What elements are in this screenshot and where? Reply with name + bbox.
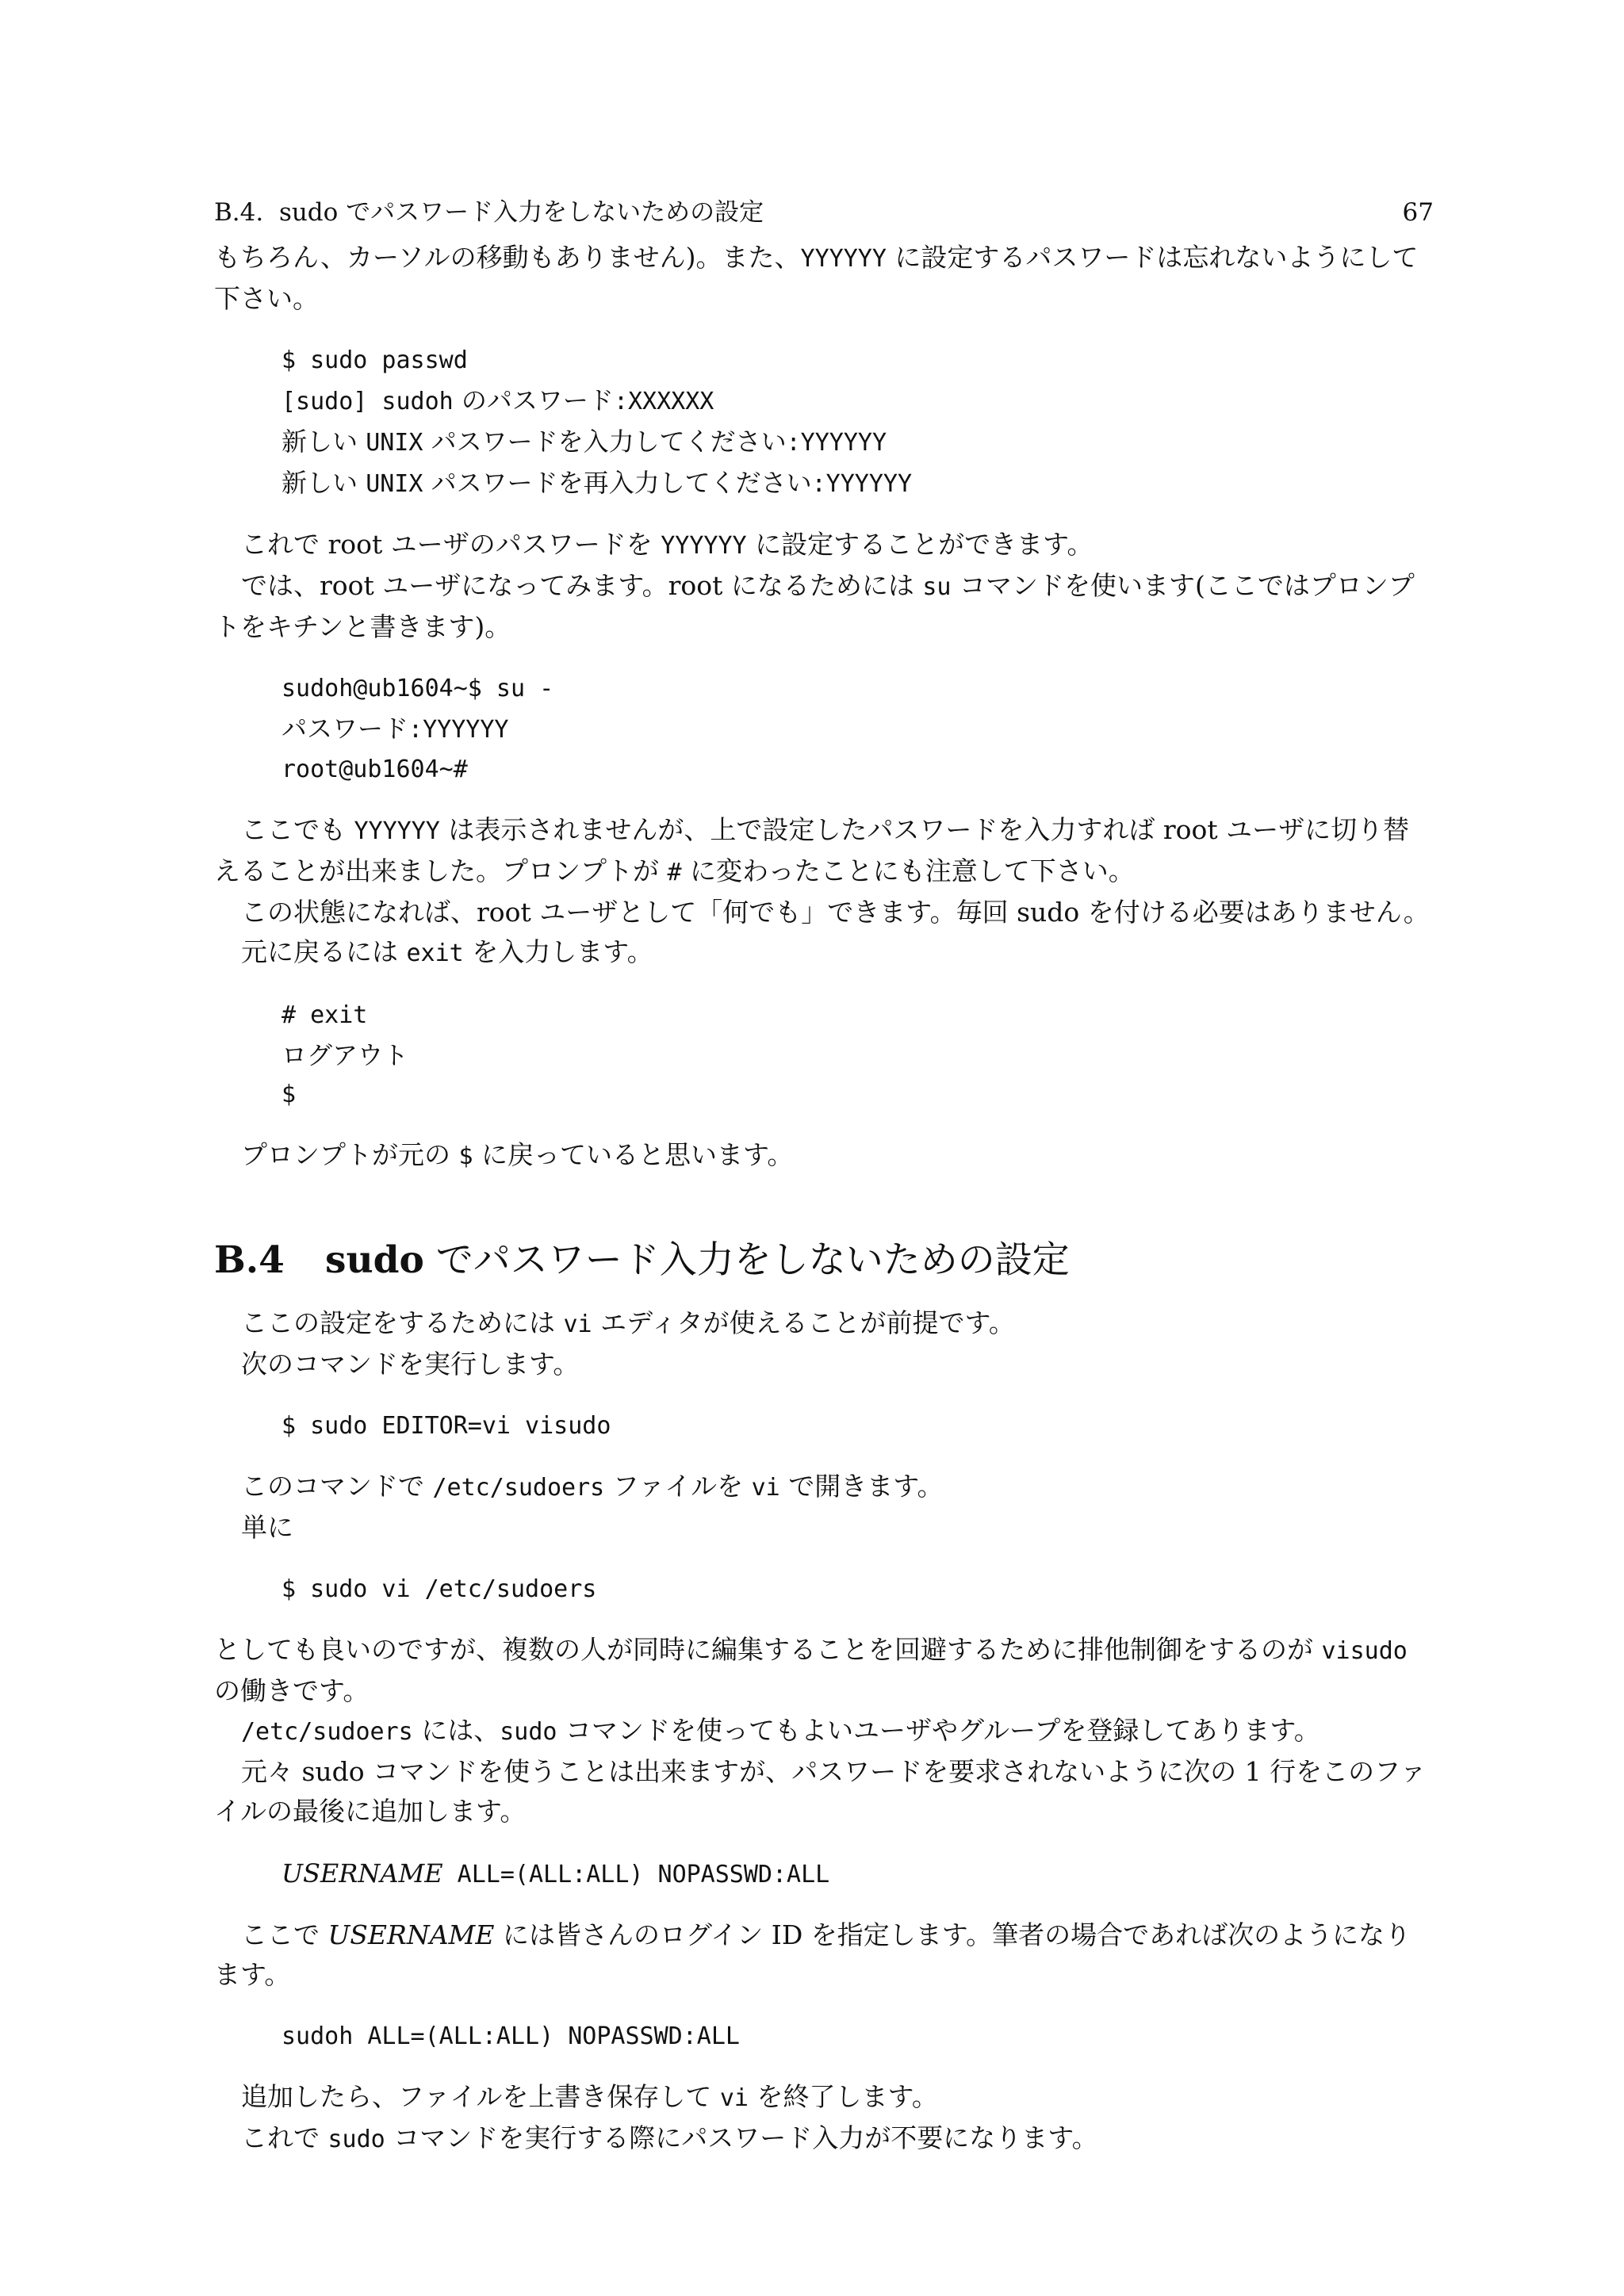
- paragraph: /etc/sudoers には、sudo コマンドを使ってもよいユーザやグループを登録してあります。: [241, 1715, 1320, 1746]
- code-line: $ sudo vi /etc/sudoers: [282, 1575, 597, 1603]
- paragraph: 単に: [241, 1512, 293, 1543]
- page-number: 67: [1402, 198, 1434, 227]
- paragraph: としても良いのですが、複数の人が同時に編集することを回避するために排他制御をするのが visudo の働きです。: [214, 1634, 1408, 1706]
- paragraph: では、root ユーザになってみます。root になるためには su コマンドを使います(ここではプロンプトをキチンと書きます)。: [214, 570, 1415, 642]
- code-line: sudoh ALL=(ALL:ALL) NOPASSWD:ALL: [282, 2022, 740, 2050]
- paragraph: これで root ユーザのパスワードを YYYYYY に設定することができます。: [241, 529, 1094, 560]
- code-block-exit: [282, 996, 1434, 1115]
- code-block-vi-sudoers: [282, 1570, 1434, 1609]
- code-block-su: [282, 669, 1434, 790]
- paragraph: 次のコマンドを実行します。: [241, 1349, 580, 1380]
- paragraph: ここでも YYYYYY は表示されませんが、上で設定したパスワードを入力すれば root ユーザに切り替えることが出来ました。プロンプトが # に変わったことにも注意して下さい。: [214, 814, 1410, 886]
- paragraph: ここで USERNAME には皆さんのログイン ID を指定します。筆者の場合であれば次のようになります。: [214, 1919, 1411, 1990]
- section-title: sudo でパスワード入力をしないための設定: [325, 1238, 1070, 1282]
- header-title: [214, 197, 764, 228]
- code-line: 新しい UNIX パスワードを再入力してください:YYYYYY: [282, 468, 913, 498]
- paragraph: 追加したら、ファイルを上書き保存して vi を終了します。: [241, 2081, 938, 2112]
- paragraph: もちろん、カーソルの移動もありません)。また、YYYYYY に設定するパスワードは忘れないようにして下さい。: [214, 242, 1419, 314]
- page-body: [214, 238, 1434, 2160]
- paragraph: ここの設定をするためには vi エディタが使えることが前提です。: [241, 1307, 1015, 1338]
- code-block-visudo: [282, 1406, 1434, 1446]
- code-block-sudoers-template: [282, 1854, 1434, 1895]
- code-line: sudoh@ub1604~$ su -: [282, 675, 554, 702]
- paragraph: これで sudo コマンドを実行する際にパスワード入力が不要になります。: [241, 2122, 1098, 2153]
- code-line: root@ub1604~#: [282, 756, 468, 783]
- code-line: [sudo] sudoh のパスワード:XXXXXX: [282, 385, 714, 415]
- code-line: ログアウト: [282, 1040, 409, 1070]
- code-line: 新しい UNIX パスワードを入力してください:YYYYYY: [282, 427, 887, 457]
- code-block-sudoers-example: [282, 2017, 1434, 2057]
- paragraph: このコマンドで /etc/sudoers ファイルを vi で開きます。: [241, 1471, 944, 1502]
- code-line: $ sudo passwd: [282, 346, 468, 374]
- code-line: $ sudo EDITOR=vi visudo: [282, 1412, 611, 1440]
- paragraph: 元々 sudo コマンドを使うことは出来ますが、パスワードを要求されないように次の 1 行をこのファイルの最後に追加します。: [214, 1756, 1427, 1827]
- code-line: $: [282, 1081, 297, 1108]
- code-line: # exit: [282, 1001, 368, 1029]
- section-number: B.4: [214, 1238, 285, 1282]
- paragraph: この状態になれば、root ユーザとして「何でも」できます。毎回 sudo を付ける必要はありません。: [241, 897, 1430, 928]
- code-line: パスワード:YYYYYY: [282, 714, 509, 744]
- paragraph: プロンプトが元の $ に戻っていると思います。: [241, 1139, 794, 1170]
- section-heading: [214, 1237, 1434, 1284]
- code-line: USERNAME ALL=(ALL:ALL) NOPASSWD:ALL: [282, 1858, 830, 1888]
- code-block-passwd: [282, 341, 1434, 504]
- paragraph: 元に戻るには exit を入力します。: [241, 936, 653, 967]
- header-section-ref: B.4.: [214, 198, 264, 227]
- header-section-title: sudo でパスワード入力をしないための設定: [278, 198, 764, 227]
